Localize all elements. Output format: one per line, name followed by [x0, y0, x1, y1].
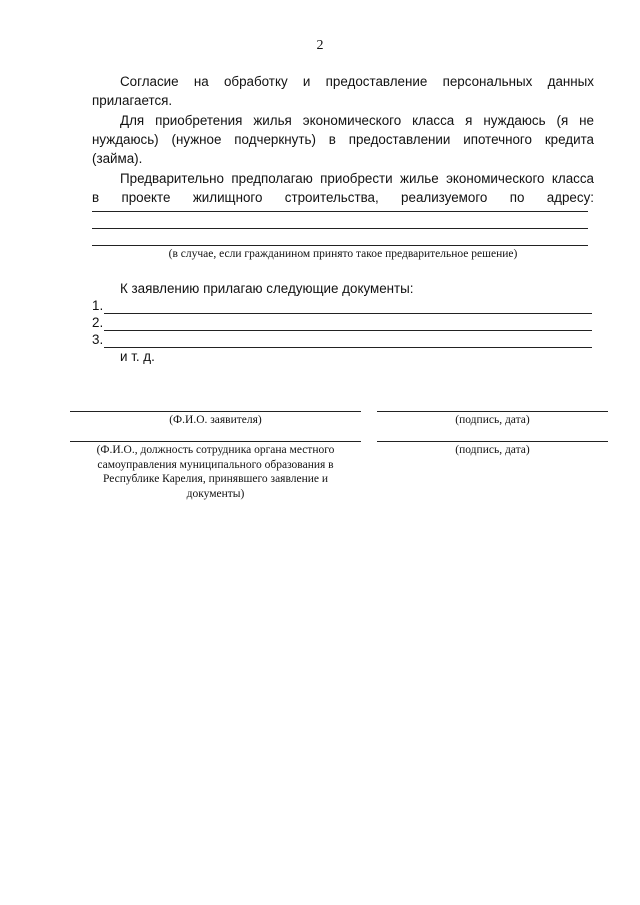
document-item-3-number: 3.	[92, 332, 104, 347]
official-caption-line-2: самоуправления муниципального образования в	[97, 458, 334, 471]
consent-line-1: Согласие на обработку и предоставление персональных данных	[120, 74, 594, 89]
applicant-name-line[interactable]	[70, 411, 361, 412]
address-line-1[interactable]	[92, 211, 588, 212]
applicant-sign-line[interactable]	[377, 411, 608, 412]
official-name-line[interactable]	[70, 441, 361, 442]
official-caption-line-3: Республике Карелия, принявшего заявление и	[102, 473, 329, 485]
official-name-caption	[70, 443, 361, 501]
document-item-2-line[interactable]	[104, 330, 592, 331]
official-sign-line[interactable]	[377, 441, 608, 442]
intent-line-2: в проекте жилищного строительства, реализуемого по адресу:	[92, 190, 594, 205]
official-caption-line-4: документы)	[186, 487, 245, 500]
official-sign-caption: (подпись, дата)	[455, 444, 530, 456]
need-line-3: (займа).	[92, 151, 143, 166]
applicant-name-caption: (Ф.И.О. заявителя)	[169, 414, 262, 426]
address-line-2[interactable]	[92, 228, 588, 229]
address-line-3[interactable]	[92, 245, 588, 246]
document-item-2-number: 2.	[92, 315, 104, 330]
document-item-3-line[interactable]	[104, 347, 592, 348]
consent-line-2: прилагается.	[92, 93, 173, 108]
document-item-1-number: 1.	[92, 298, 104, 313]
need-line-2: нуждаюсь) (нужное подчеркнуть) в предоставлении ипотечного кредита	[92, 132, 594, 147]
documents-etc: и т. д.	[120, 349, 155, 364]
intent-line-1: Предварительно предполагаю приобрести жилье экономического класса	[120, 171, 594, 186]
documents-heading: К заявлению прилагаю следующие документы:	[120, 281, 414, 296]
page-number: 2	[316, 38, 324, 53]
need-line-1: Для приобретения жилья экономического класса я нуждаюсь (я не	[120, 113, 594, 128]
document-item-1-line[interactable]	[104, 313, 592, 314]
applicant-sign-caption: (подпись, дата)	[455, 414, 530, 426]
official-caption-line-1: (Ф.И.О., должность сотрудника органа местного	[96, 444, 335, 456]
address-caption: (в случае, если гражданином принято такое предварительное решение)	[168, 248, 518, 260]
